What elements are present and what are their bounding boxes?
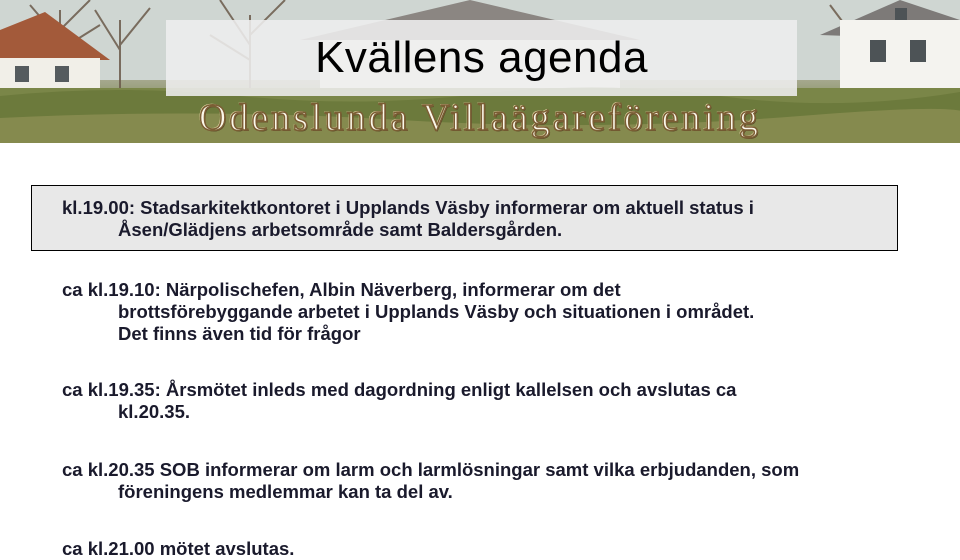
agenda-line: föreningens medlemmar kan ta del av. bbox=[118, 481, 453, 502]
agenda-item bbox=[62, 538, 294, 560]
header-banner bbox=[0, 0, 960, 143]
agenda-line: Det finns även tid för frågor bbox=[118, 323, 361, 344]
agenda-item bbox=[62, 459, 799, 503]
page-title: Kvällens agenda bbox=[315, 33, 648, 82]
agenda-item bbox=[62, 279, 754, 345]
agenda-item bbox=[62, 379, 736, 423]
agenda-line: brottsförebyggande arbetet i Upplands Väsby och situationen i området. bbox=[118, 301, 755, 322]
agenda-line: ca kl.20.35 SOB informerar om larm och larmlösningar samt vilka erbjudanden, som bbox=[62, 459, 800, 480]
agenda-line: ca kl.19.10: Närpolischefen, Albin Näverberg, informerar om det bbox=[62, 279, 621, 300]
agenda-line: kl.20.35. bbox=[118, 401, 191, 422]
organization-name-logo: Odenslunda Villaägareförening bbox=[198, 97, 762, 139]
agenda-line: Åsen/Glädjens arbetsområde samt Baldersgården. bbox=[118, 219, 563, 240]
agenda-line: ca kl.19.35: Årsmötet inleds med dagordning enligt kallelsen och avslutas ca bbox=[62, 379, 737, 400]
agenda-line: ca kl.21.00 mötet avslutas. bbox=[62, 538, 295, 559]
title-box bbox=[166, 20, 797, 96]
agenda-line: kl.19.00: Stadsarkitektkontoret i Upplands Väsby informerar om aktuell status i bbox=[62, 197, 754, 218]
agenda-item bbox=[62, 197, 754, 241]
